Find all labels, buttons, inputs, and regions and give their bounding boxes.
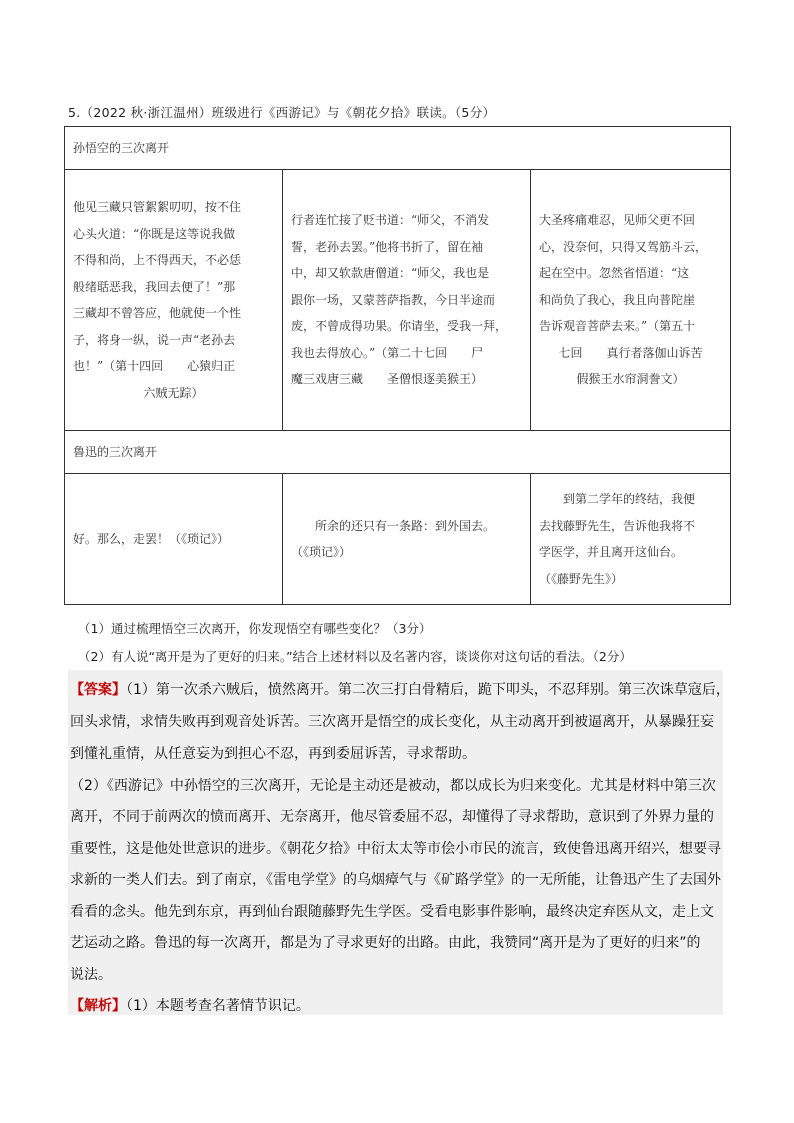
cell-line: 所余的还只有一条路：到外国去。 bbox=[315, 518, 496, 533]
subquestion-2: （2）有人说“离开是为了更好的归来。”结合上述材料以及名著内容，谈谈你对这句话的看法。（2分） bbox=[78, 649, 632, 664]
cell-line: 中，却又软款唐僧道：“师父，我也是 bbox=[291, 266, 490, 281]
luxun-cell-2 bbox=[283, 474, 531, 605]
answer-line: 重要性，这是他处世意识的进步。《朝花夕拾》中衍太太等市侩小市民的流言，致使鲁迅离开绍兴，想要寻 bbox=[70, 841, 721, 857]
wukong-cell-1 bbox=[65, 170, 283, 431]
cell-line: （《藤野先生》） bbox=[539, 571, 624, 586]
question-title: 5.（2022 秋·浙江温州）班级进行《西游记》与《朝花夕拾》联读。（5分） bbox=[68, 105, 496, 120]
luxun-header: 鲁迅的三次离开 bbox=[65, 431, 731, 474]
answer-line: 到懂礼重情，从任意妄为到担心不忍，再到委屈诉苦，寻求帮助。 bbox=[70, 746, 476, 762]
comparison-table bbox=[64, 126, 731, 605]
cell-line: 子，将身一纵，说一声“老孙去 bbox=[73, 332, 236, 347]
answer-line: 看看的念头。他先到东京，再到仙台跟随藤野先生学医。受看电影事件影响，最终决定弃医从文，走上文 bbox=[70, 904, 714, 920]
cell-line: 学医学，并且离开这仙台。 bbox=[539, 545, 684, 559]
answer-line: 离开，不同于前两次的愤而离开、无奈离开，他尽管委屈不忍，却懂得了寻求帮助，意识到了外界力量的 bbox=[70, 809, 714, 825]
answer-text: （1）第一次杀六贼后，愤然离开。第二次三打白骨精后，跪下叩头，不忍拜别。第三次诛草寇后， bbox=[126, 682, 730, 698]
answer-line: （2）《西游记》中孙悟空的三次离开，无论是主动还是被动，都以成长为归来变化。尤其是材料中第三次 bbox=[70, 778, 716, 794]
cell-line: 行者连忙接了贬书道：“师父，不消发 bbox=[291, 213, 490, 228]
cell-line: 不得和尚，上不得西天，不必恁 bbox=[73, 253, 242, 267]
cell-line: 也！”（第十四回 心猿归正 bbox=[73, 359, 236, 373]
cell-line: 六贼无踪） bbox=[143, 385, 204, 400]
answer-line: 回头求情，求情失败再到观音处诉苦。三次离开是悟空的成长变化，从主动离开到被逼离开，从暴躁狂妄 bbox=[70, 714, 714, 730]
cell-line: 他见三藏只管絮絮叨叨，按不住 bbox=[73, 200, 242, 214]
wukong-header: 孙悟空的三次离开 bbox=[65, 127, 731, 170]
cell-line: （《琐记》） bbox=[291, 545, 352, 559]
answer-line: 说法。 bbox=[70, 967, 112, 983]
cell-line: 誓，老孙去罢。”他将书折了，留在袖 bbox=[291, 239, 484, 254]
subquestion-1: （1）通过梳理悟空三次离开，你发现悟空有哪些变化？（3分） bbox=[78, 621, 432, 636]
cell-line: 到第二学年的终结，我便 bbox=[563, 492, 696, 506]
cell-line: 般绪聒恶我，我回去便了！”那 bbox=[73, 279, 236, 294]
answer-line bbox=[70, 679, 730, 699]
cell-line: 起在空中。忽然省悟道：“这 bbox=[539, 266, 690, 281]
luxun-cell-1 bbox=[65, 474, 283, 605]
cell-line: 我也去得放心。”（第二十七回 尸 bbox=[291, 345, 484, 360]
analysis-label: 【解析】 bbox=[70, 998, 126, 1014]
cell-line: 废，不曾成得功果。你请坐，受我一拜， bbox=[291, 319, 508, 334]
cell-line: 七回 真行者落伽山诉苦 bbox=[558, 345, 703, 360]
cell-line: 大圣疼痛难忍，见师父更不回 bbox=[539, 213, 696, 228]
cell-line: 魔三戏唐三藏 圣僧恨逐美猴王） bbox=[291, 372, 484, 387]
cell-line: 好。那么，走罢！（《琐记》） bbox=[73, 531, 230, 546]
analysis-line bbox=[70, 995, 310, 1015]
luxun-cell-3 bbox=[531, 474, 731, 605]
cell-line: 跟你一场，又蒙菩萨指教，今日半途而 bbox=[291, 292, 496, 307]
cell-line: 和尚负了我心，我且向普陀崖 bbox=[539, 292, 696, 307]
wukong-cell-2 bbox=[283, 170, 531, 431]
cell-line: 假猴王水帘洞誊文） bbox=[576, 372, 685, 387]
wukong-cell-3 bbox=[531, 170, 731, 431]
answer-line: 艺运动之路。鲁迅的每一次离开，都是为了寻求更好的出路。由此，我赞同“离开是为了更好的归来”的 bbox=[70, 935, 701, 951]
cell-line: 心头火道：“你既是这等说我做 bbox=[73, 226, 236, 241]
cell-line: 去找藤野先生，告诉他我将不 bbox=[539, 518, 696, 533]
cell-line: 心，没奈何，只得又驾筋斗云， bbox=[539, 239, 708, 254]
analysis-text: （1）本题考查名著情节识记。 bbox=[126, 998, 310, 1014]
answer-line: 求新的一类人们去。到了南京，《雷电学堂》的乌烟瘴气与《矿路学堂》的一无所能，让鲁迅产生了去国外 bbox=[70, 872, 721, 888]
cell-line: 三藏却不曾答应，他就使一个性 bbox=[73, 306, 242, 320]
cell-line: 告诉观音菩萨去来。”（第五十 bbox=[539, 319, 696, 334]
answer-label: 【答案】 bbox=[70, 682, 126, 698]
